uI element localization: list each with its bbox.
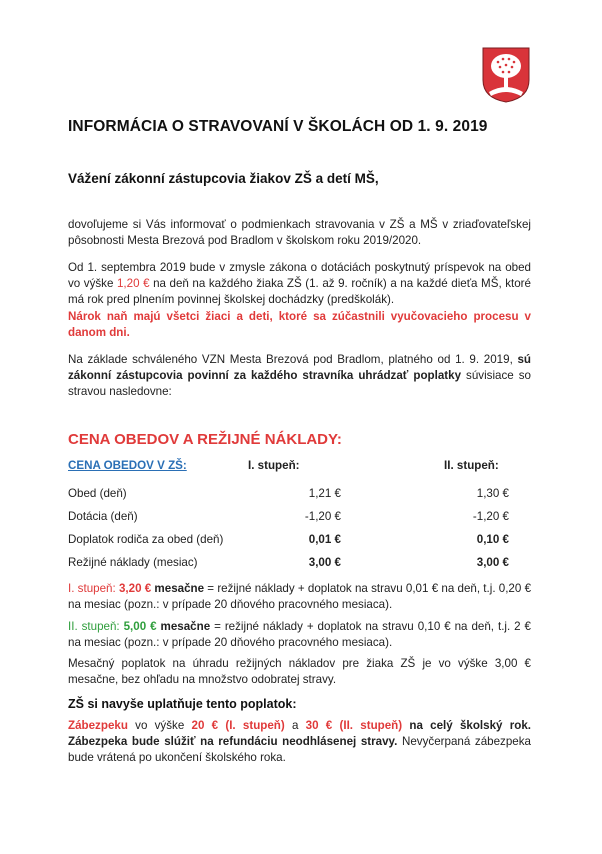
intro-paragraph: dovoľujeme si Vás informovať o podmienkach stravovania v ZŠ a MŠ v zriaďovateľskej pôsobnosti Mesta Brezová pod Bradlom v školskom roku 2019/2020. — [68, 218, 531, 247]
table-header-col1: I. stupeň: — [248, 459, 300, 472]
eligibility-paragraph: Nárok naň majú všetci žiaci a deti, ktoré sa zúčastnili vyučovacieho procesu v danom dni. — [68, 310, 531, 339]
greeting: Vážení zákonní zástupcovia žiakov ZŠ a detí MŠ, — [68, 171, 379, 186]
subsidy-paragraph: Od 1. septembra 2019 bude v zmysle zákona o dotáciách poskytnutý príspevok na obed vo výške 1,20 € na deň na každého žiaka ZŠ (1. až 9. ročník) a na každé dieťa MŠ, ktoré má rok pred plnením povinnej školskej dochádzky (predškolák). — [68, 261, 531, 306]
overhead-paragraph: Mesačný poplatok na úhradu režijných nákladov pre žiaka ZŠ je vo výške 3,00 € mesačne, bez ohľadu na množstvo odobratej stravy. — [68, 657, 531, 686]
table-row: Obed (deň) 1,21 € 1,30 € — [68, 487, 509, 500]
table-header-col2: II. stupeň: — [444, 459, 499, 472]
table-row: Doplatok rodiča za obed (deň) 0,01 € 0,10 € — [68, 533, 509, 546]
table-header-label: CENA OBEDOV V ZŠ: — [68, 459, 187, 472]
monthly-first-grade: I. stupeň: 3,20 € mesačne = režijné náklady + doplatok na stravu 0,01 € na deň, t.j. 0,20 € na mesiac (pozn.: v prípade 20 dňového pracovného mesiaca). — [68, 582, 532, 611]
coat-of-arms-icon — [481, 46, 531, 104]
table-row: Dotácia (deň) -1,20 € -1,20 € — [68, 510, 509, 523]
extra-fee-heading: ZŠ si navyše uplatňuje tento poplatok: — [68, 697, 297, 711]
subsidy-amount: 1,20 € — [116, 277, 150, 290]
table-row: Režijné náklady (mesiac) 3,00 € 3,00 € — [68, 556, 509, 569]
vzn-paragraph: Na základe schváleného VZN Mesta Brezová pod Bradlom, platného od 1. 9. 2019, sú zákonní zástupcovia povinní za každého stravníka uhrádzať poplatky súvisiace so stravou nasledovne: — [68, 353, 531, 398]
deposit-paragraph: Zábezpeku vo výške 20 € (I. stupeň) a 30 € (II. stupeň) na celý školský rok. Zábezpeka bude slúžiť na refundáciu neodhlásenej stravy. Nevyčerpaná zábezpeka bude vrátená po ukončení školského roka. — [68, 719, 531, 764]
section-title: CENA OBEDOV A REŽIJNÉ NÁKLADY: — [68, 431, 342, 448]
table-header — [68, 459, 531, 477]
page-title: INFORMÁCIA O STRAVOVANÍ V ŠKOLÁCH OD 1. 9. 2019 — [68, 118, 488, 135]
monthly-second-grade: II. stupeň: 5,00 € mesačne = režijné náklady + doplatok na stravu 0,10 € na deň, t.j. 2 € na mesiac (pozn.: v prípade 20 dňového pracovného mesiaca). — [68, 620, 531, 649]
